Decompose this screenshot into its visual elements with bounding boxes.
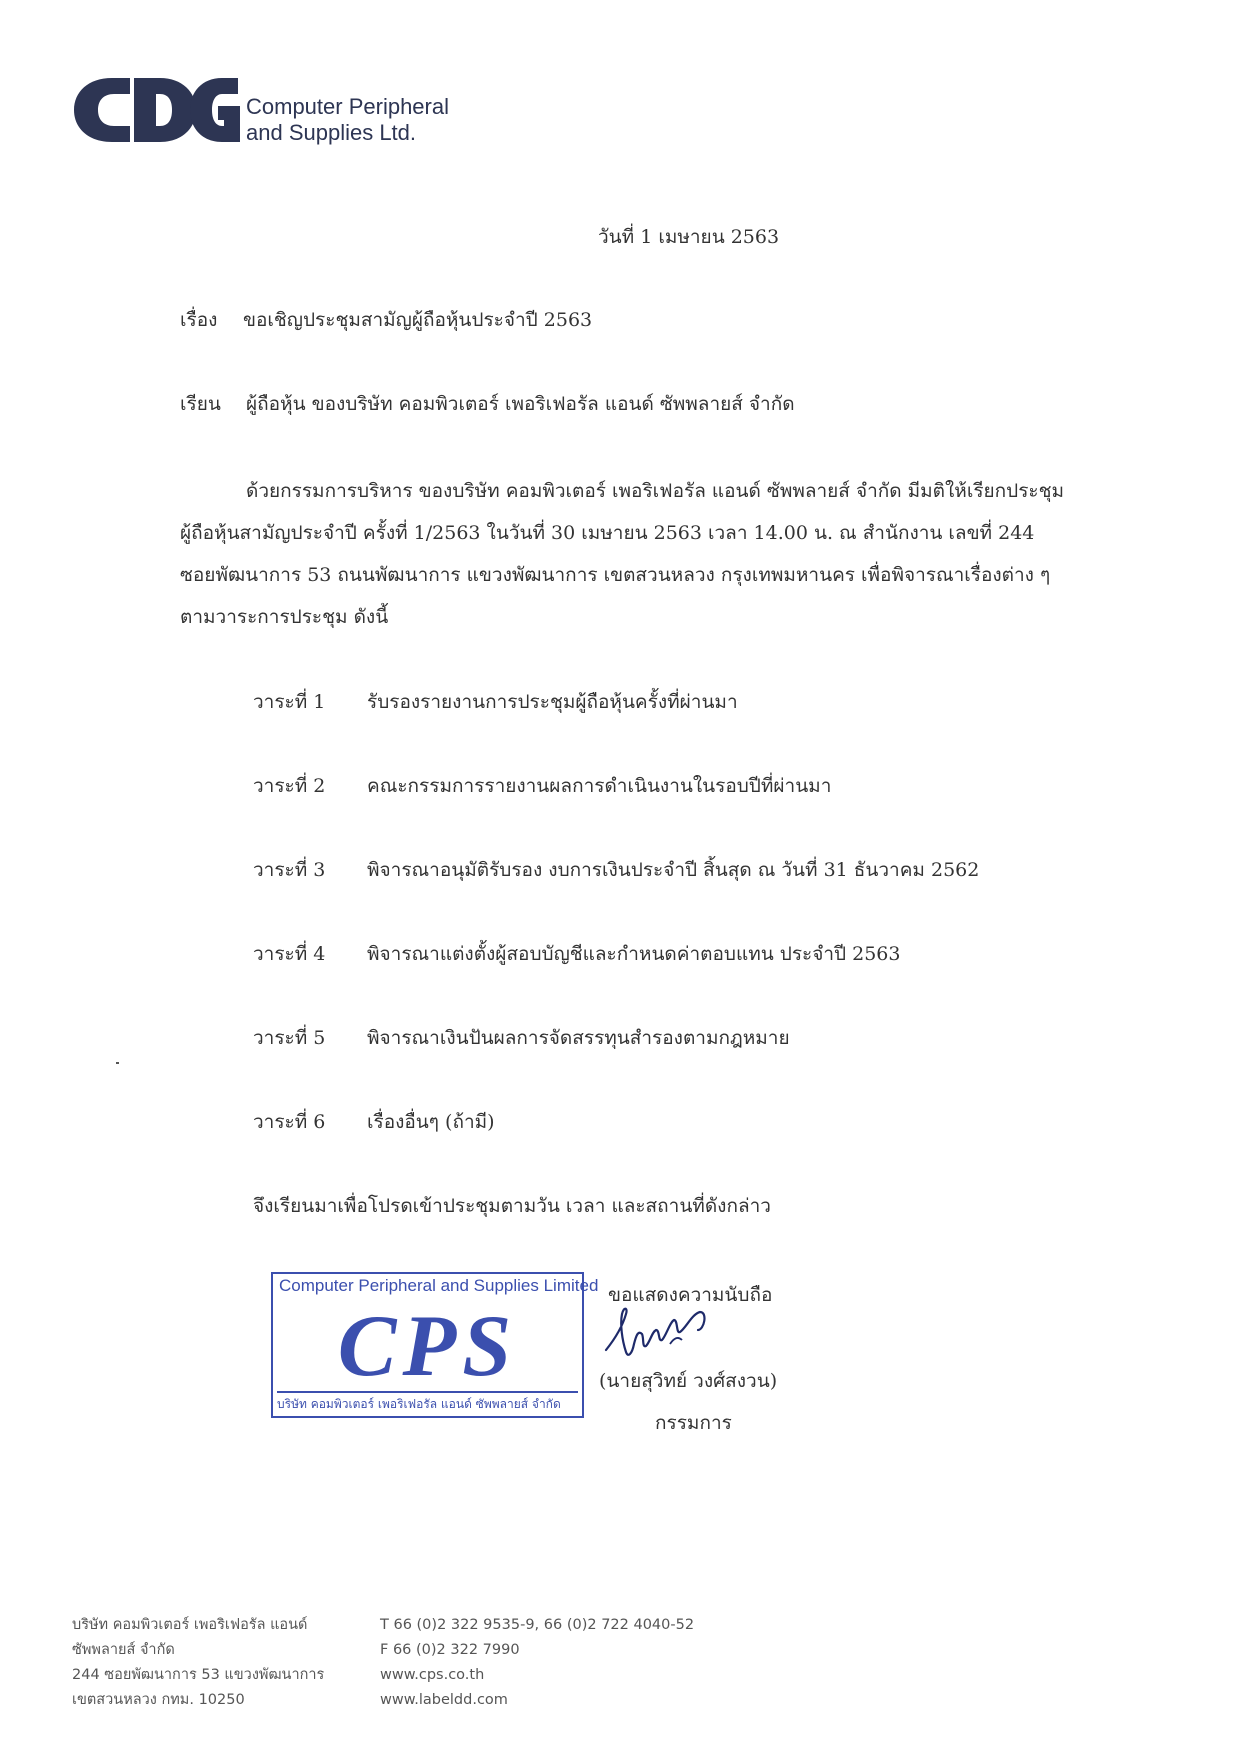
agenda-text: เรื่องอื่นๆ (ถ้ามี) xyxy=(367,1111,495,1133)
footer-address-line: เขตสวนหลวง กทม. 10250 xyxy=(72,1692,245,1708)
footer-address-line: ซัพพลายส์ จำกัด xyxy=(72,1642,175,1658)
agenda-text: รับรองรายงานการประชุมผู้ถือหุ้นครั้งที่ผ่านมา xyxy=(367,691,738,713)
signoff-regards: ขอแสดงความนับถือ xyxy=(608,1284,773,1306)
body-paragraph xyxy=(180,470,1105,638)
footer-contact xyxy=(380,1613,694,1713)
recipient-label: เรียน xyxy=(180,393,221,415)
body-line: ด้วยกรรมการบริหาร ของบริษัท คอมพิวเตอร์ เพอริเฟอรัล แอนด์ ซัพพลายส์ จำกัด มีมติให้เรียกประชุม xyxy=(246,480,1065,502)
agenda-item-2 xyxy=(253,771,831,801)
stamp-top-text: Computer Peripheral and Supplies Limited xyxy=(279,1276,599,1295)
stamp-initials: CPS xyxy=(337,1298,518,1395)
body-line: ตามวาระการประชุม ดังนี้ xyxy=(180,606,389,628)
agenda-number: วาระที่ 6 xyxy=(253,1111,326,1133)
agenda-item-6 xyxy=(253,1107,495,1137)
company-name-line2: and Supplies Ltd. xyxy=(246,120,417,145)
agenda-text: พิจารณาเงินปันผลการจัดสรรทุนสำรองตามกฎหมาย xyxy=(367,1027,790,1049)
closing-line: จึงเรียนมาเพื่อโปรดเข้าประชุมตามวัน เวลา และสถานที่ดังกล่าว xyxy=(253,1195,771,1217)
agenda-item-5 xyxy=(253,1023,790,1053)
agenda-item-1 xyxy=(253,687,738,717)
handwritten-signature xyxy=(600,1300,740,1362)
cdg-logo xyxy=(72,76,242,144)
subject-label: เรื่อง xyxy=(180,309,218,331)
footer-address-line: 244 ซอยพัฒนาการ 53 แขวงพัฒนาการ xyxy=(72,1667,325,1683)
footer-website-link[interactable]: www.labeldd.com xyxy=(380,1692,508,1708)
agenda-item-3 xyxy=(253,855,979,885)
agenda-text: พิจารณาแต่งตั้งผู้สอบบัญชีและกำหนดค่าตอบแทน ประจำปี 2563 xyxy=(367,943,901,965)
footer-website-link[interactable]: www.cps.co.th xyxy=(380,1667,485,1683)
stamp-bottom-text: บริษัท คอมพิวเตอร์ เพอริเฟอรัล แอนด์ ซัพพลายส์ จำกัด xyxy=(277,1391,578,1414)
body-line: ผู้ถือหุ้นสามัญประจำปี ครั้งที่ 1/2563 ในวันที่ 30 เมษายน 2563 เวลา 14.00 น. ณ สำนักงาน เลขที่ 244 xyxy=(180,522,1035,544)
footer-phone: T 66 (0)2 322 9535-9, 66 (0)2 722 4040-52 xyxy=(380,1617,695,1633)
letter-date: วันที่ 1 เมษายน 2563 xyxy=(598,226,780,248)
subject: ขอเชิญประชุมสามัญผู้ถือหุ้นประจำปี 2563 xyxy=(243,309,593,331)
company-name xyxy=(246,94,449,146)
scan-speck xyxy=(116,1062,119,1064)
agenda-number: วาระที่ 5 xyxy=(253,1027,326,1049)
body-line: ซอยพัฒนาการ 53 ถนนพัฒนาการ แขวงพัฒนาการ เขตสวนหลวง กรุงเทพมหานคร เพื่อพิจารณาเรื่องต่าง ๆ xyxy=(180,564,1051,586)
agenda-number: วาระที่ 3 xyxy=(253,859,326,881)
agenda-number: วาระที่ 2 xyxy=(253,775,326,797)
company-name-line1: Computer Peripheral xyxy=(246,94,449,119)
signatory-title: กรรมการ xyxy=(655,1412,732,1434)
signatory-name: (นายสุวิทย์ วงศ์สงวน) xyxy=(599,1370,778,1392)
agenda-text: คณะกรรมการรายงานผลการดำเนินงานในรอบปีที่ผ่านมา xyxy=(367,775,832,797)
recipient: ผู้ถือหุ้น ของบริษัท คอมพิวเตอร์ เพอริเฟอรัล แอนด์ ซัพพลายส์ จำกัด xyxy=(246,393,795,415)
footer-address-line: บริษัท คอมพิวเตอร์ เพอริเฟอรัล แอนด์ xyxy=(72,1617,308,1633)
footer-fax: F 66 (0)2 322 7990 xyxy=(380,1642,520,1658)
agenda-number: วาระที่ 1 xyxy=(253,691,326,713)
agenda-text: พิจารณาอนุมัติรับรอง งบการเงินประจำปี สิ้นสุด ณ วันที่ 31 ธันวาคม 2562 xyxy=(367,859,980,881)
footer-address xyxy=(72,1613,324,1713)
agenda-number: วาระที่ 4 xyxy=(253,943,326,965)
agenda-item-4 xyxy=(253,939,900,969)
company-stamp xyxy=(271,1272,599,1418)
